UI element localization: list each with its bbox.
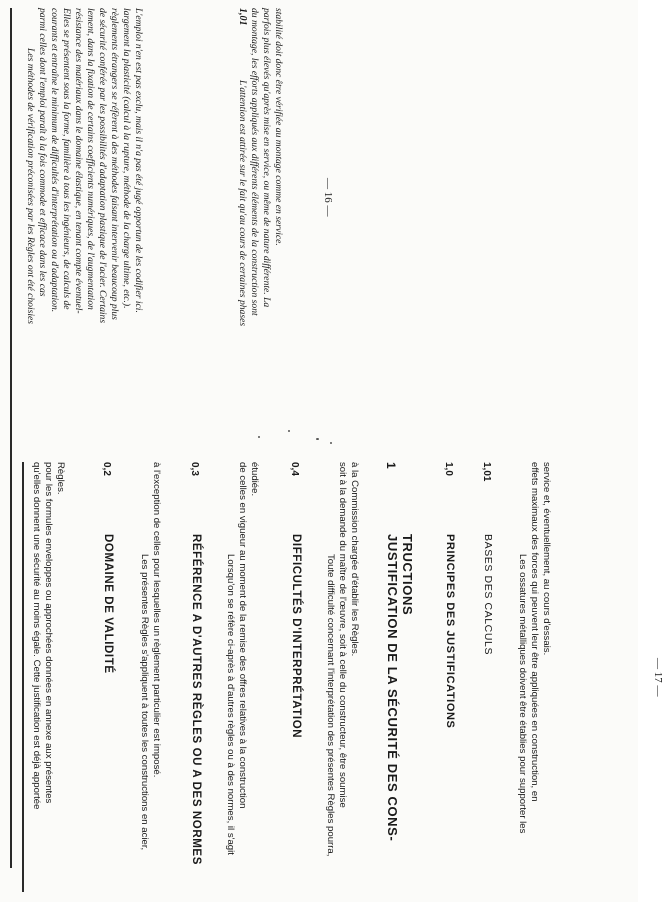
scan-speck (288, 430, 290, 432)
left-page-number: — 16 — (322, 178, 334, 217)
section-title: DOMAINE DE VALIDITÉ (102, 534, 114, 674)
left-note-line: L'attention est attirée sur le fait qu'au cours de certaines phases (237, 80, 248, 327)
section-line: Toute difficulté concernant l'interprétation des présentes Règles pourra, (325, 554, 336, 857)
subsubsection-line: Les ossatures métalliques doivent être établies pour supporter les (517, 554, 528, 834)
left-intro-line: Les méthodes de vérification préconisées par les Règles ont été choisies (25, 48, 36, 325)
section-line: Lorsqu'on se réfère ci-après à d'autres règles ou à des normes, il s'agit (225, 554, 236, 855)
left-intro-line: Elles se présentent sous la forme, familière à tous les ingénieurs, de calculs de (61, 8, 72, 310)
subsubsection-title: BASES DES CALCULS (482, 534, 494, 656)
right-page (8, 462, 664, 892)
section-number: 0,4 (289, 462, 300, 476)
left-intro-line: règlements étrangers se réfèrent à des méthodes faisant intervenir beaucoup plus (109, 8, 120, 320)
subsubsection-line: effets maximaux des forces qui peuvent leur être appliquées en construction, en (529, 462, 540, 802)
right-page-top-rule (22, 462, 24, 892)
section-line: Les présentes Règles s'appliquent à toutes les constructions en acier, (139, 554, 150, 851)
section-number: 0,2 (101, 462, 112, 476)
section-title: DIFFICULTÉS D'INTERPRÉTATION (290, 534, 302, 739)
section-title: RÉFÉRENCE A D'AUTRES RÈGLES OU A DES NORMES (190, 534, 202, 865)
left-note-number: 1,01 (237, 8, 248, 26)
section-number: 0,3 (189, 462, 200, 476)
chapter-number: 1 (384, 462, 398, 469)
right-page-number: — 17 — (652, 658, 664, 697)
section-line: à la Commission chargée d'établir les Règles. (349, 462, 360, 657)
scan-speck (330, 442, 332, 444)
scan-speck (258, 436, 260, 438)
left-note-line: parfois plus élevés qu'après mise en service, ou même de nature différente. La (261, 8, 272, 308)
left-intro-line: parmi celles dont l'emploi paraît à la fois commode et efficace dans les cas (37, 8, 48, 297)
left-intro-line: résistance des matériaux dans le domaine élastique, en tenant compte éventuel- (73, 8, 84, 314)
chapter-title: JUSTIFICATION DE LA SÉCURITÉ DES CONS- (385, 534, 400, 842)
section-line: étudiée. (249, 462, 260, 497)
subsubsection-number: 1,01 (481, 462, 492, 482)
right-intro-line: pour les formules enveloppes ou approchées données en annexe aux présentes (43, 462, 54, 804)
chapter-title: TRUCTIONS (400, 534, 415, 616)
section-line: à l'exception de celles pour lesquelles un règlement particulier est imposé. (151, 462, 162, 778)
subsubsection-line: service et, éventuellement, au cours d'essais. (541, 462, 552, 656)
scan-speck (316, 438, 319, 440)
left-note-line: du montage, les efforts appliqués aux différents éléments de la construction sont (249, 8, 260, 316)
subsection-title: PRINCIPES DES JUSTIFICATIONS (444, 534, 456, 729)
section-line: de celles en vigueur au moment de la remise des offres relatives à la construction (237, 462, 248, 809)
left-intro-line: courants et entraîne le minimum de difficultés d'interprétation ou d'adaptation. (49, 8, 60, 313)
left-intro-line: L'emploi n'en est pas exclu, mais il n'a pas été jugé opportun de les codifier ici. (133, 8, 144, 313)
left-intro-line: lement, dans la fixation de certains coefficients numériques, de l'augmentation (85, 8, 96, 310)
right-intro-line: Règles. (55, 462, 66, 495)
subsection-number: 1,0 (443, 462, 454, 476)
left-note-line: stabilité doit donc être vérifiée au montage comme en service. (273, 8, 284, 246)
left-intro-line: de sécurité conférée par les possibilités d'adaptation plastique de l'acier. Certains (97, 8, 108, 324)
section-line: soit à la demande du maître de l'œuvre, soit à celle du constructeur, être soumise (337, 462, 348, 808)
right-intro-line: qu'elles donnent une sécurité au moins égale. Cette justification est déjà apportée (31, 462, 42, 810)
left-intro-line: largement la plasticité (calcul à la rupture, méthode de la charge ultime, etc.). (121, 8, 132, 309)
